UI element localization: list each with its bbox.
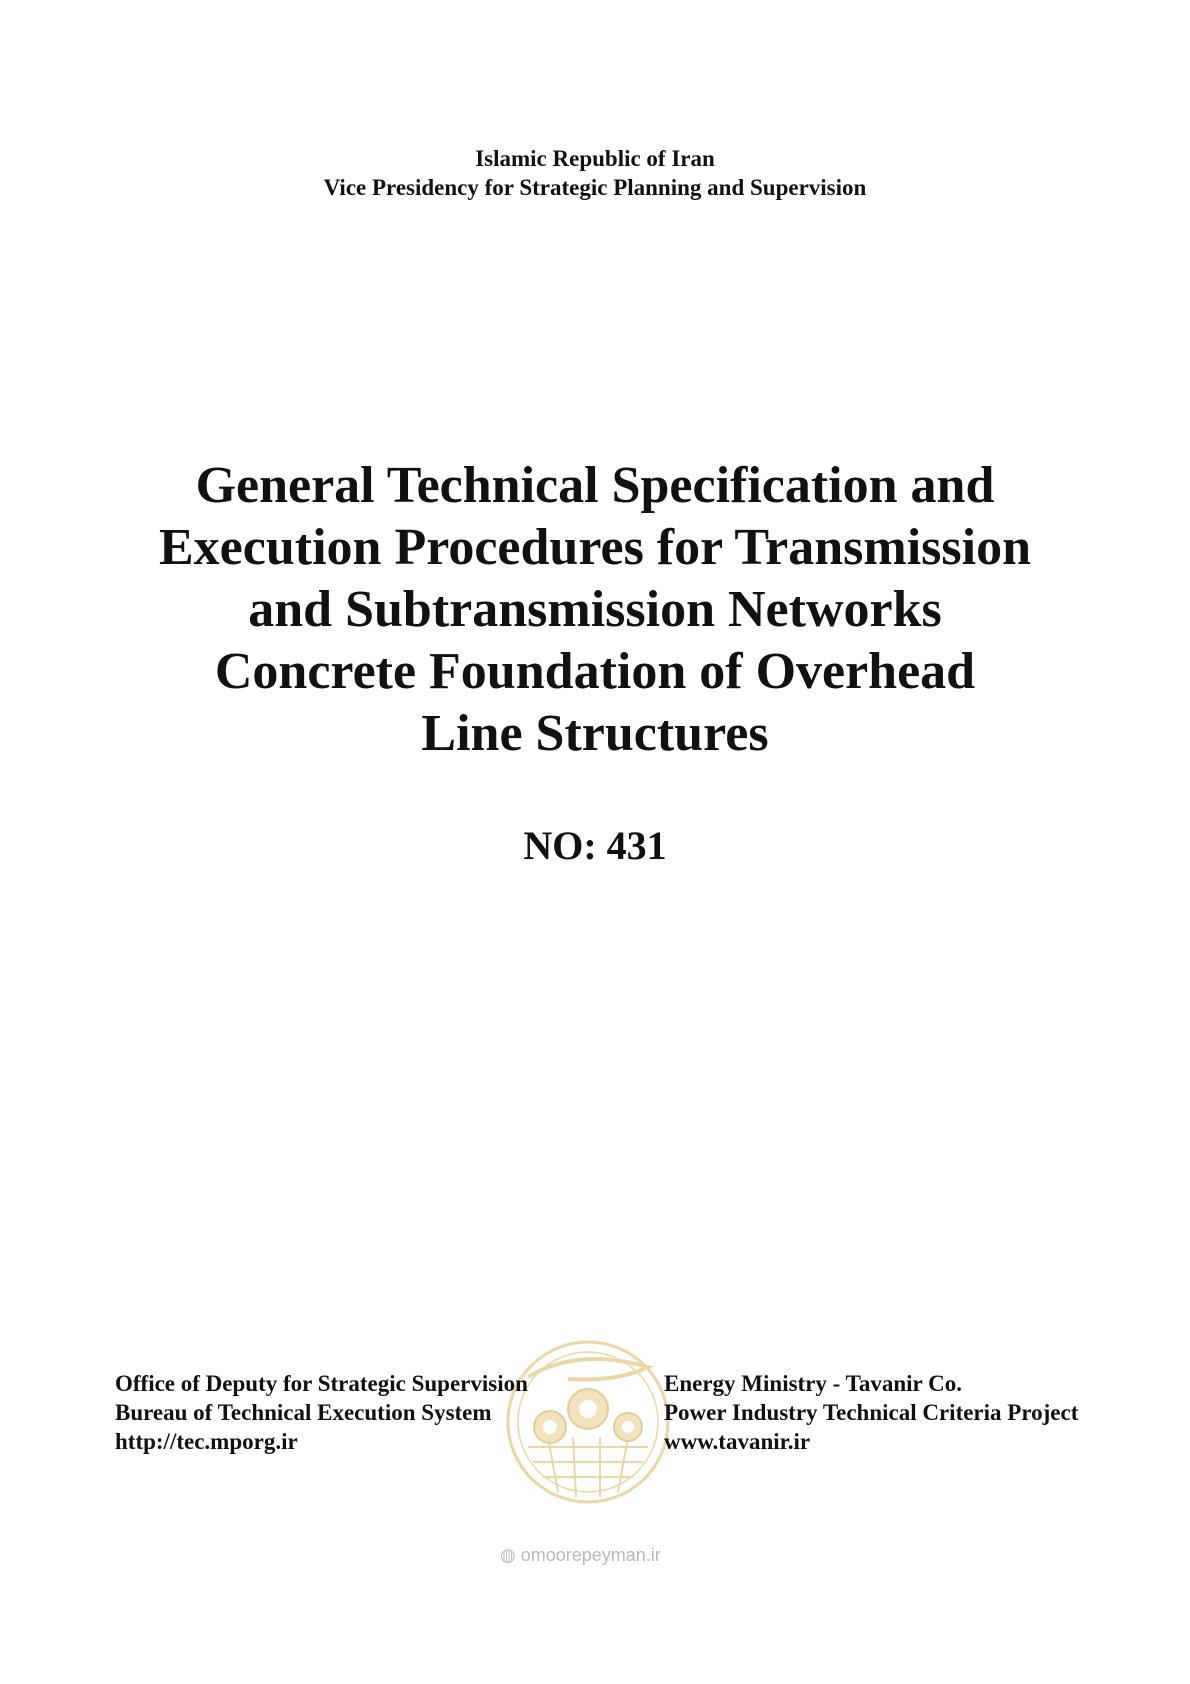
title-line-4: Concrete Foundation of Overhead <box>214 643 976 700</box>
title-line-1: General Technical Specification and <box>195 457 995 514</box>
header-organization: Vice Presidency for Strategic Planning and Supervision <box>323 175 867 200</box>
footer-left <box>115 1369 635 1456</box>
watermark-url <box>500 1545 700 1566</box>
footer-ministry: Energy Ministry - Tavanir Co. <box>664 1371 962 1396</box>
document-number: NO: 431 <box>523 823 667 868</box>
title-line-2: Execution Procedures for Transmission <box>159 519 1031 576</box>
title-line-5: Line Structures <box>421 705 769 762</box>
watermark-url-text: omoorepeyman.ir <box>520 1545 661 1565</box>
footer-right <box>664 1369 1084 1456</box>
header <box>0 144 1190 202</box>
title-line-3: and Subtransmission Networks <box>248 581 942 638</box>
footer-bureau: Bureau of Technical Execution System <box>115 1400 492 1425</box>
footer-office: Office of Deputy for Strategic Supervision <box>115 1371 528 1396</box>
header-country: Islamic Republic of Iran <box>475 146 715 171</box>
globe-icon: ◍ <box>500 1545 516 1565</box>
document-title <box>95 455 1095 765</box>
footer-left-link[interactable]: http://tec.mporg.ir <box>115 1429 298 1454</box>
footer-right-link[interactable]: www.tavanir.ir <box>664 1429 811 1454</box>
footer-project: Power Industry Technical Criteria Project <box>664 1400 1079 1425</box>
